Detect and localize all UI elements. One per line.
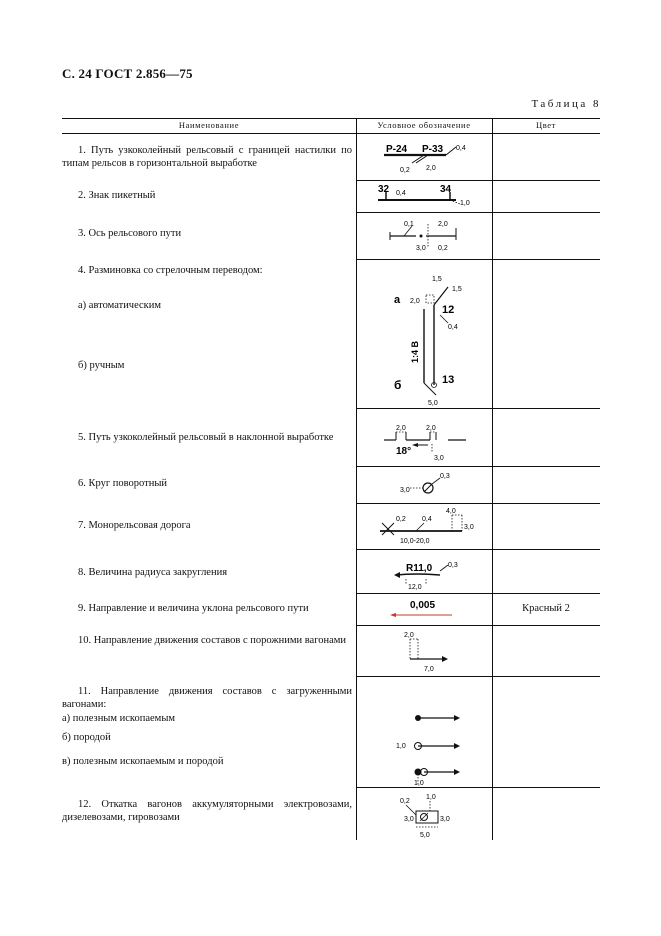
row-name: 3. Ось рельсового пути (78, 228, 182, 239)
arrow-icon (412, 443, 418, 447)
symbol-label: 0,4 (448, 324, 458, 331)
symbol-label: 13 (442, 374, 455, 386)
symbol-label: 12,0 (408, 584, 422, 591)
symbol-label: 2,0 (404, 632, 414, 639)
symbol-cell (356, 466, 492, 503)
col-divider-2 (492, 118, 493, 840)
row-sub-item: б) ручным (78, 360, 125, 371)
arrow-icon (442, 656, 448, 662)
symbol-cell (356, 408, 492, 466)
symbol-label: Р-33 (422, 144, 444, 155)
table-top-border (62, 118, 600, 119)
symbol-label: 1,0 (426, 794, 436, 801)
symbol-cell (356, 259, 492, 408)
page-header: С. 24 ГОСТ 2.856—75 (62, 66, 193, 81)
symbol-cell (356, 625, 492, 676)
symbol-label: 0,4 (456, 145, 466, 152)
row-sub-item: б) породой (62, 731, 111, 743)
symbol-label: Р-24 (386, 144, 408, 155)
row-name: 11. Направление движения составов с загруженными вагонами: (62, 686, 352, 710)
row-name: 4. Разминовка со стрелочным переводом: (78, 265, 263, 276)
symbol-label: 0,005 (410, 600, 436, 611)
switch-icon (426, 295, 434, 303)
arrow-icon (390, 613, 396, 617)
symbol-label: 5,0 (428, 400, 438, 407)
symbol-label: 7,0 (424, 666, 434, 673)
picket-mark-symbol (356, 180, 492, 212)
symbol-label: 34 (440, 184, 452, 195)
symbol-label: 0,2 (400, 167, 410, 174)
curve-radius-symbol (356, 549, 492, 593)
row-name: 10. Направление движения составов с порожними вагонами (78, 635, 347, 646)
row-name: 7. Монорельсовая дорога (78, 520, 191, 531)
symbol-label: 18° (396, 446, 412, 457)
row-sub-item: а) полезным ископаемым (62, 713, 176, 724)
symbol-label: 2,0 (426, 165, 436, 172)
empty-cars-direction-symbol (356, 625, 492, 676)
symbol-label: 0,2 (438, 245, 448, 252)
symbol-cell (356, 503, 492, 549)
track-axis-symbol (356, 212, 492, 259)
row-sub-item: в) полезным ископаемым и породой (62, 756, 224, 767)
symbol-label: 2,0 (426, 425, 436, 432)
turntable-symbol (356, 466, 492, 503)
symbol-label: 0,4 (422, 516, 432, 523)
symbol-cell (356, 593, 492, 625)
row-name: 9. Направление и величина уклона рельсового пути (78, 603, 309, 614)
row-name: 5. Путь узкоколейный рельсовый в наклонной выработке (78, 432, 334, 443)
symbol-cell (356, 676, 492, 787)
symbol-label: 1,0 (414, 780, 424, 787)
symbol-label: 2,0 (410, 298, 420, 305)
symbol-cell (356, 133, 492, 180)
symbol-label: 3,0 (400, 487, 410, 494)
arrow-icon (454, 743, 460, 749)
symbol-label: 0,4 (396, 190, 406, 197)
symbol-label: 1:4 В (410, 340, 420, 363)
battery-locomotive-symbol (356, 787, 492, 840)
loaded-cars-direction-symbol (356, 676, 492, 787)
rail-boundary-symbol (356, 133, 492, 180)
row-name: 12. Откатка вагонов аккумуляторными электровозами, дизелевозами, гировозами (62, 799, 352, 823)
arrow-icon (454, 715, 460, 721)
symbol-cell (356, 787, 492, 840)
symbol-label: 3,0 (440, 816, 450, 823)
symbol-label: 3,0 (434, 455, 444, 462)
symbol-label: 32 (378, 184, 390, 195)
row-name: 1. Путь узкоколейный рельсовый с границей настилки по типам рельсов в горизонтальной выработке (62, 145, 352, 169)
symbol-label: 1,5 (452, 286, 462, 293)
symbol-cell (356, 212, 492, 259)
symbol-label: 0,3 (448, 562, 458, 569)
col-header-name: Наименование (178, 120, 240, 130)
symbol-label: 1,0 (396, 743, 406, 750)
arrow-icon (454, 769, 460, 775)
row-sub-item: а) автоматическим (78, 299, 162, 311)
inclined-track-symbol (356, 408, 492, 466)
symbol-label: 1,0 (460, 200, 470, 207)
symbol-label: 0,1 (404, 221, 414, 228)
symbol-label: а (394, 294, 401, 306)
col-header-symbol: Условное обозначение (377, 120, 471, 130)
symbol-label: 0,2 (400, 798, 410, 805)
monorail-symbol (356, 503, 492, 549)
symbol-label: R11,0 (406, 563, 433, 574)
header-bottom-border (62, 133, 600, 134)
symbol-label: 0,3 (440, 473, 450, 480)
symbol-label: 4,0 (446, 508, 456, 515)
row-name: 6. Круг поворотный (78, 478, 168, 489)
symbol-label: 0,2 (396, 516, 406, 523)
table-label: Таблица 8 (531, 98, 601, 110)
symbol-label: 5,0 (420, 832, 430, 839)
symbol-label: б (394, 378, 402, 392)
row-name: 2. Знак пикетный (78, 190, 156, 201)
color-cell: Красный 2 (522, 603, 570, 614)
symbol-label: 2,0 (396, 425, 406, 432)
arrow-icon (394, 572, 400, 578)
symbol-label: 3,0 (404, 816, 414, 823)
symbol-label: 12 (442, 304, 455, 316)
symbol-label: 1,5 (432, 276, 442, 283)
row-name: 8. Величина радиуса закругления (78, 567, 228, 578)
switch-passing-symbol (356, 259, 492, 408)
symbol-label: 3,0 (464, 524, 474, 531)
symbol-label: 3,0 (416, 245, 426, 252)
symbol-cell (356, 549, 492, 593)
col-header-color: Цвет (536, 120, 556, 130)
symbol-label: 2,0 (438, 221, 448, 228)
symbol-label: 10,0-20,0 (400, 538, 430, 545)
gradient-symbol (356, 593, 492, 625)
symbol-cell (356, 180, 492, 212)
